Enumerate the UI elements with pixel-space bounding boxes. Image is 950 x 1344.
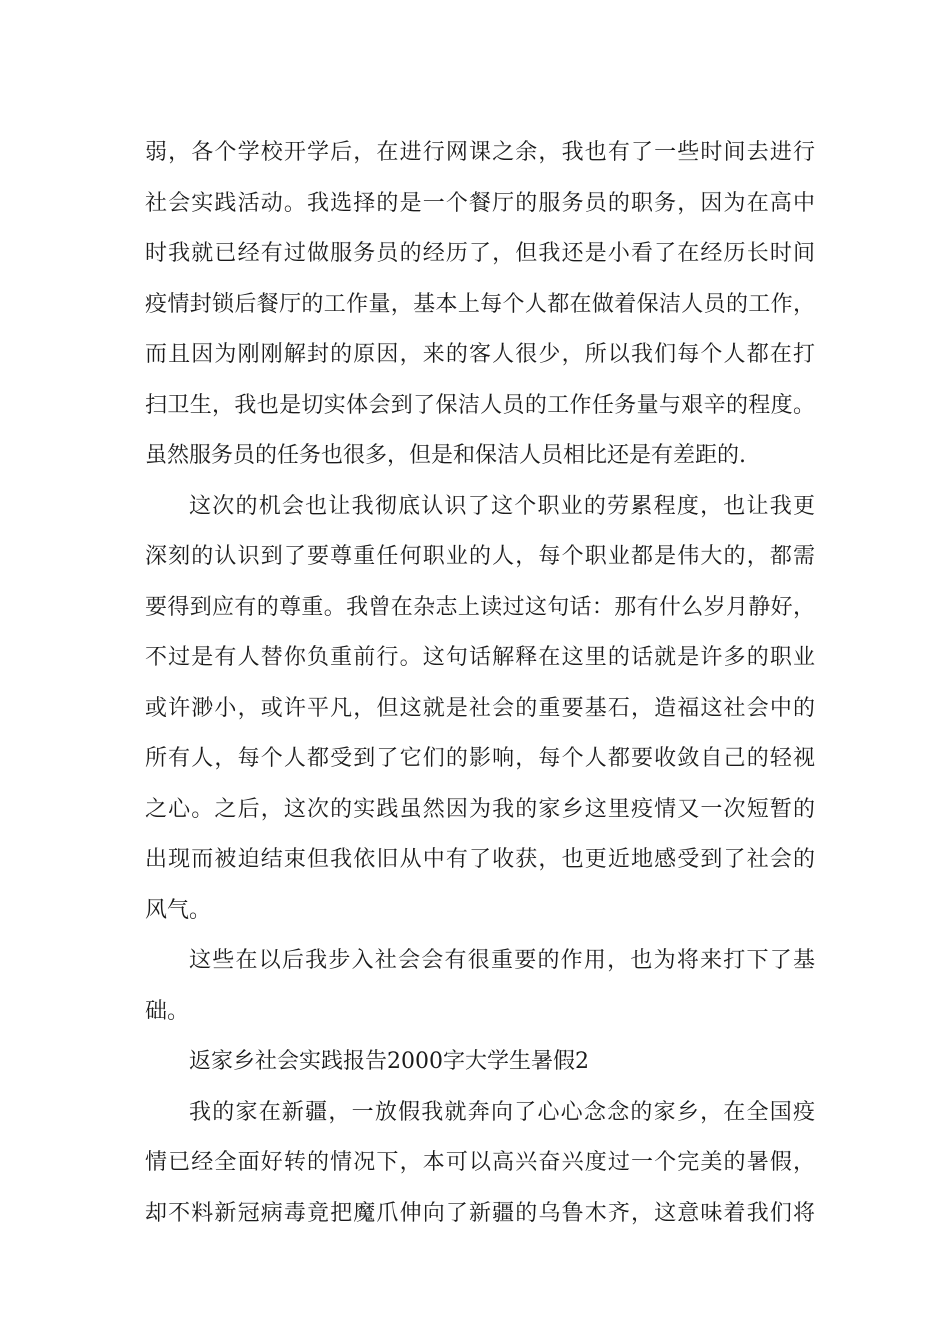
text-line-1: 弱，各个学校开学后，在进行网课之余，我也有了一些时间去进行 [145, 140, 815, 165]
document-body [145, 128, 815, 1239]
text-line-17: 这些在以后我步入社会会有很重要的作用，也为将来打下了基 [189, 948, 815, 973]
text-line-11: 不过是有人替你负重前行。这句话解释在这里的话就是许多的职业 [145, 645, 815, 670]
text-line-2: 社会实践活动。我选择的是一个餐厅的服务员的职务，因为在高中 [145, 190, 815, 216]
section-heading: 返家乡社会实践报告2000字大学生暑假2 [189, 1049, 589, 1074]
text-line-18: 础。 [145, 998, 190, 1024]
text-line-12: 或许渺小，或许平凡，但这就是社会的重要基石，造福这社会中的 [145, 695, 815, 721]
text-line-16: 风气。 [145, 897, 212, 923]
text-line-20: 我的家在新疆，一放假我就奔向了心心念念的家乡，在全国疫 [189, 1099, 815, 1125]
text-line-8: 这次的机会也让我彻底认识了这个职业的劳累程度，也让我更 [189, 493, 815, 519]
text-line-3: 时我就已经有过做服务员的经历了，但我还是小看了在经历长时间 [145, 241, 815, 266]
text-line-9: 深刻的认识到了要尊重任何职业的人，每个职业都是伟大的，都需 [145, 544, 815, 569]
text-line-10: 要得到应有的尊重。我曾在杂志上读过这句话：那有什么岁月静好， [145, 594, 815, 620]
text-line-7: 虽然服务员的任务也很多，但是和保洁人员相比还是有差距的. [145, 443, 746, 468]
text-line-14: 之心。之后，这次的实践虽然因为我的家乡这里疫情又一次短暂的 [145, 796, 815, 822]
text-line-22: 却不料新冠病毒竟把魔爪伸向了新疆的乌鲁木齐，这意味着我们将 [145, 1200, 815, 1226]
text-line-6: 扫卫生，我也是切实体会到了保洁人员的工作任务量与艰辛的程度。 [145, 392, 815, 418]
text-line-13: 所有人，每个人都受到了它们的影响，每个人都要收敛自己的轻视 [145, 746, 815, 771]
text-line-21: 情已经全面好转的情况下，本可以高兴奋兴度过一个完美的暑假， [145, 1150, 815, 1175]
text-line-15: 出现而被迫结束但我依旧从中有了收获，也更近地感受到了社会的 [145, 847, 815, 872]
text-line-4: 疫情封锁后餐厅的工作量，基本上每个人都在做着保洁人员的工作， [145, 291, 815, 317]
text-line-5: 而且因为刚刚解封的原因，来的客人很少，所以我们每个人都在打 [145, 342, 815, 367]
